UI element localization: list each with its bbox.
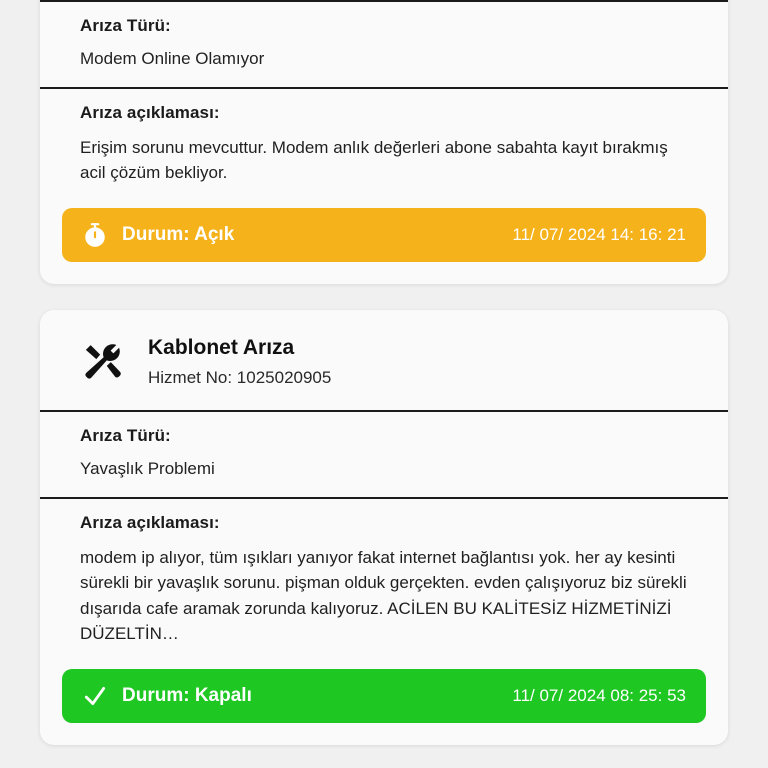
fault-description-label: Arıza açıklaması: bbox=[80, 512, 220, 532]
status-date: 11/ 07/ 2024 08: 25: 53 bbox=[512, 685, 686, 705]
status-text: Durum: Kapalı bbox=[122, 684, 252, 706]
status-badge bbox=[62, 208, 706, 262]
status-badge bbox=[62, 669, 706, 723]
fault-type-label: Arıza Türü: bbox=[80, 16, 171, 35]
fault-description-section bbox=[40, 89, 728, 202]
service-number: Hizmet No: 1025020905 bbox=[148, 367, 332, 387]
status-left-group bbox=[82, 222, 234, 248]
fault-description-value: Erişim sorunu mevcuttur. Modem anlık değerleri abone sabahta kayıt bırakmış acil çözüm bekliyor. bbox=[80, 137, 668, 183]
fault-type-value: Modem Online Olamıyor bbox=[80, 49, 265, 68]
fault-type-section bbox=[40, 412, 728, 497]
stopwatch-icon bbox=[82, 222, 108, 248]
fault-type-section bbox=[40, 2, 728, 87]
status-date: 11/ 07/ 2024 14: 16: 21 bbox=[512, 224, 686, 244]
ticket-card[interactable] bbox=[40, 310, 728, 745]
fault-description-value: modem ip alıyor, tüm ışıkları yanıyor fakat internet bağlantısı yok. her ay kesinti sürekli bir yavaşlık sorunu. pişman olduk gerçekten. evden çalışıyoruz biz sürekli dışarıda cafe aramak zorunda kalıyoruz. ACİLEN BU KALİTESİZ HİZMETİNİZİ DÜZELTİN… bbox=[80, 547, 687, 644]
ticket-header bbox=[40, 310, 728, 410]
fault-type-label: Arıza Türü: bbox=[80, 425, 171, 445]
fault-description-label: Arıza açıklaması: bbox=[80, 102, 220, 122]
fault-description-section bbox=[40, 499, 728, 663]
fault-type-value: Yavaşlık Problemi bbox=[80, 458, 215, 478]
ticket-title: Kablonet Arıza bbox=[148, 335, 295, 359]
ticket-card[interactable] bbox=[40, 0, 728, 284]
tools-icon bbox=[80, 340, 124, 384]
status-text: Durum: Açık bbox=[122, 223, 235, 245]
check-icon bbox=[82, 683, 108, 709]
card-spacer bbox=[40, 284, 728, 310]
ticket-header-texts bbox=[148, 336, 331, 388]
status-left-group bbox=[82, 683, 252, 709]
